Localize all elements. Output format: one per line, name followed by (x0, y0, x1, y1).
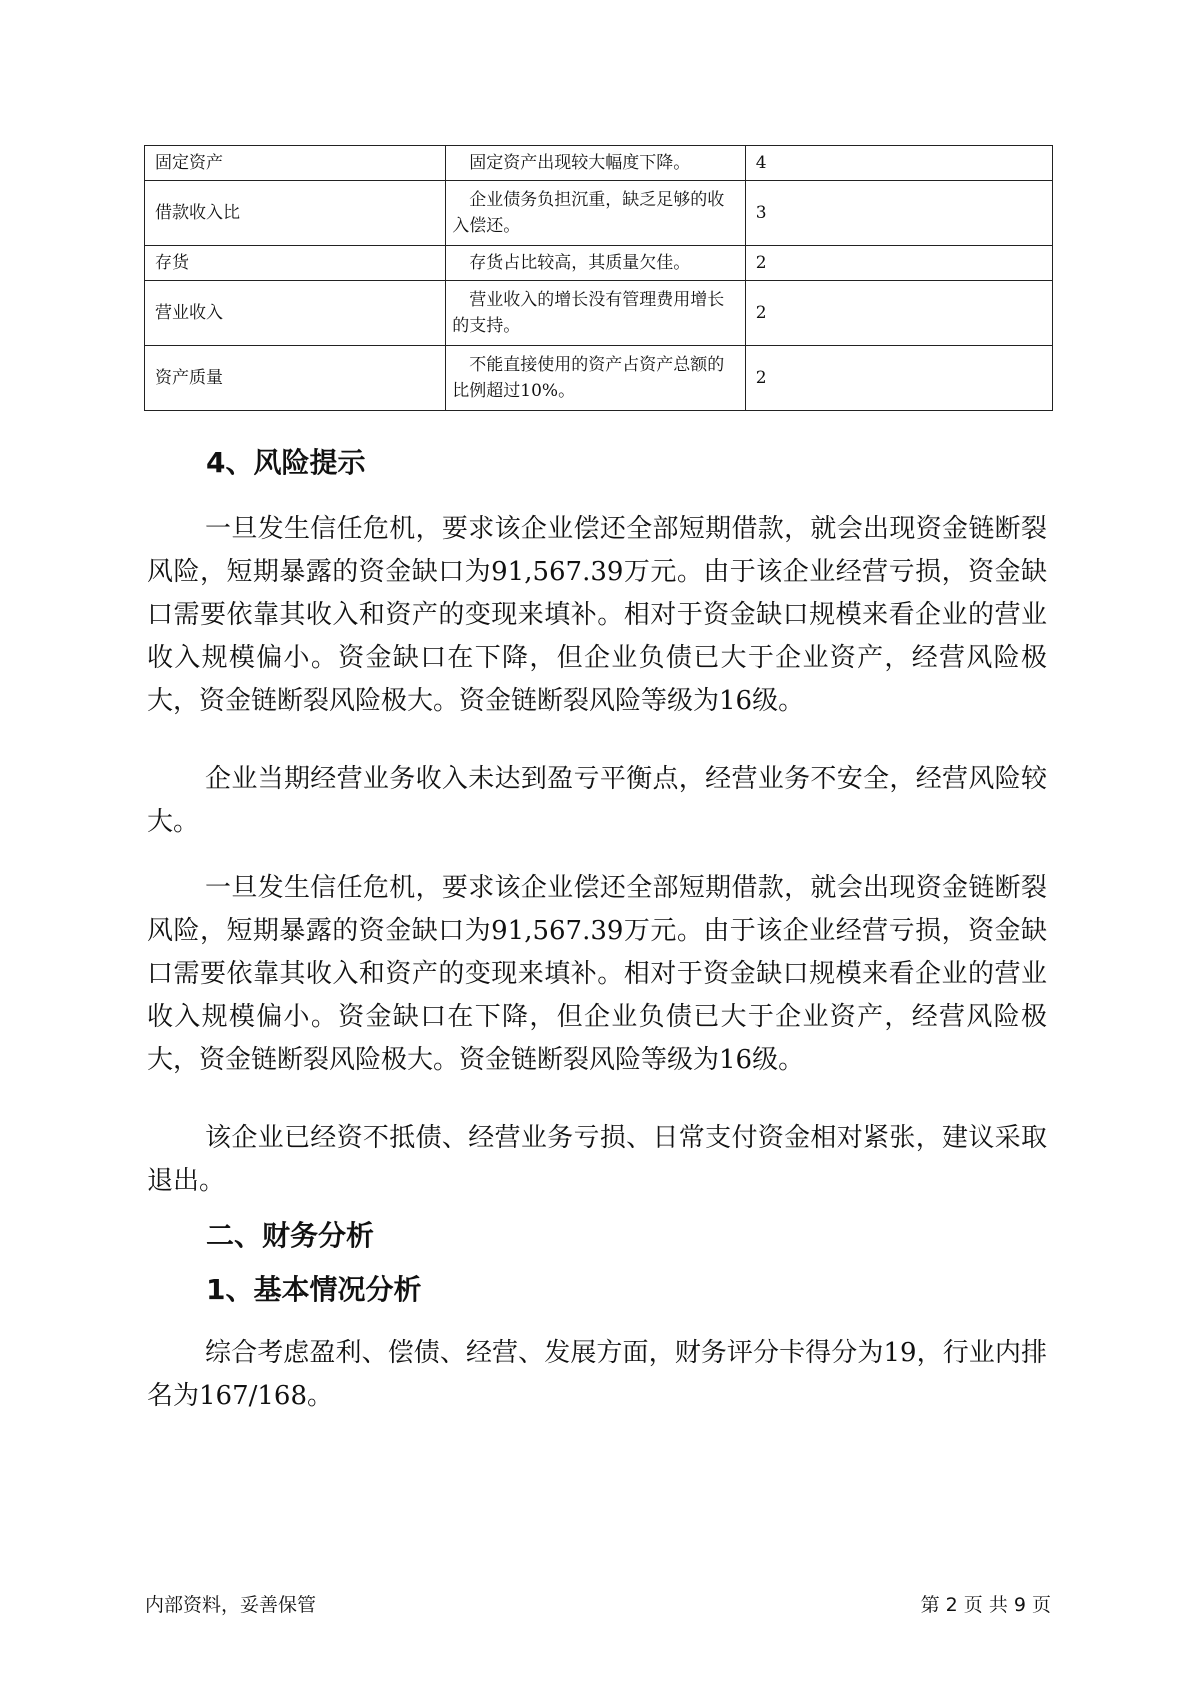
factor-cell: 借款收入比 (145, 181, 446, 246)
table-row (145, 346, 1053, 411)
factor-cell: 存货 (145, 246, 446, 281)
footer-confidential-note: 内部资料，妥善保管 (145, 1594, 317, 1616)
risk-paragraph-2: 企业当期经营业务收入未达到盈亏平衡点，经营业务不安全，经营风险较大。 (147, 764, 1047, 837)
factor-cell: 资产质量 (145, 346, 446, 411)
risk-paragraph-4: 该企业已经资不抵债、经营业务亏损、日常支付资金相对紧张，建议采取退出。 (147, 1123, 1047, 1196)
description-cell: 不能直接使用的资产占资产总额的比例超过10%。 (446, 346, 745, 411)
footer-page-number: 第 2 页 共 9 页 (920, 1594, 1051, 1616)
risk-section-heading: 4、风险提示 (206, 446, 366, 479)
table-row (145, 181, 1053, 246)
score-cell: 2 (745, 246, 1052, 281)
description-cell: 营业收入的增长没有管理费用增长的支持。 (446, 281, 745, 346)
factor-cell: 固定资产 (145, 146, 446, 181)
score-cell: 4 (745, 146, 1052, 181)
finance-paragraph: 综合考虑盈利、偿债、经营、发展方面，财务评分卡得分为19，行业内排名为167/168。 (147, 1338, 1047, 1411)
risk-paragraph-3: 一旦发生信任危机，要求该企业偿还全部短期借款，就会出现资金链断裂风险，短期暴露的资金缺口为91,567.39万元。由于该企业经营亏损，资金缺口需要依靠其收入和资产的变现来填补。相对于资金缺口规模来看企业的营业收入规模偏小。资金缺口在下降，但企业负债已大于企业资产，经营风险极大，资金链断裂风险极大。资金链断裂风险等级为16级。 (147, 873, 1047, 1075)
score-cell: 2 (745, 281, 1052, 346)
table-row (145, 281, 1053, 346)
score-cell: 2 (745, 346, 1052, 411)
description-cell: 企业债务负担沉重，缺乏足够的收入偿还。 (446, 181, 745, 246)
table-row (145, 246, 1053, 281)
basic-analysis-heading: 1、基本情况分析 (206, 1273, 422, 1306)
finance-section-heading: 二、财务分析 (206, 1219, 375, 1252)
risk-paragraph-1: 一旦发生信任危机，要求该企业偿还全部短期借款，就会出现资金链断裂风险，短期暴露的资金缺口为91,567.39万元。由于该企业经营亏损，资金缺口需要依靠其收入和资产的变现来填补。相对于资金缺口规模来看企业的营业收入规模偏小。资金缺口在下降，但企业负债已大于企业资产，经营风险极大，资金链断裂风险极大。资金链断裂风险等级为16级。 (147, 514, 1047, 716)
factor-cell: 营业收入 (145, 281, 446, 346)
description-cell: 存货占比较高，其质量欠佳。 (446, 246, 745, 281)
risk-factor-table (144, 145, 1053, 411)
table-row (145, 146, 1053, 181)
description-cell: 固定资产出现较大幅度下降。 (446, 146, 745, 181)
score-cell: 3 (745, 181, 1052, 246)
